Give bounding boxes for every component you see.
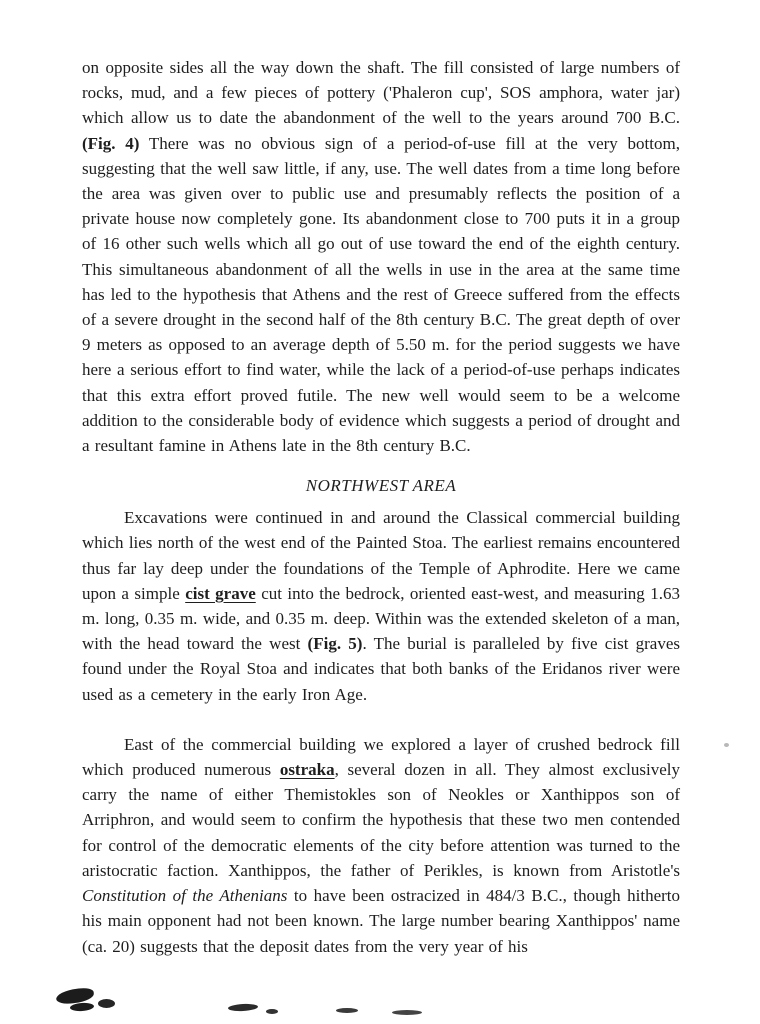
text-run: Excavations were continued in and around the Classical commercial building which lies north of the west end of the Painted Stoa. The earliest remains encountered thus far lay deep under the foundations of the Temple of Aphrodite. Here we came upon a simple bbox=[82, 508, 680, 603]
text-run: , several dozen in all. They almost exclusively carry the name of either Themistokles son of Neokles or Xanthippos son of Arriphron, and would seem to confirm the hypothesis that these two men contended for control of the democratic elements of the city before attention was turned to the aristocratic faction. Xanthippos, the father of Perikles, is known from Aristotle's bbox=[82, 760, 680, 880]
ink-smudge bbox=[266, 1009, 278, 1014]
text-run: Constitution of the Athenians bbox=[82, 886, 288, 906]
text-run: to have been ostracized in 484/3 B.C., though hitherto his main opponent had not been known. The large number bearing Xanthippos' name (ca. 20) suggests that the deposit dates from the very year of his bbox=[82, 886, 680, 956]
text-run: ostraka bbox=[279, 760, 335, 780]
text-run: (Fig. 5) bbox=[307, 634, 363, 654]
text-run: (Fig. 4) bbox=[82, 133, 140, 153]
ink-smudge bbox=[70, 1002, 94, 1012]
paragraph-well-fill bbox=[82, 55, 680, 458]
ink-smudge bbox=[336, 1008, 358, 1013]
ink-smudge bbox=[228, 1003, 258, 1012]
ink-smudge bbox=[98, 999, 115, 1008]
ink-smudge bbox=[392, 1010, 422, 1015]
text-run: East of the commercial building we explored a layer of crushed bedrock fill which produced numerous bbox=[82, 734, 680, 780]
paragraph-cist-grave bbox=[82, 505, 680, 707]
text-run: There was no obvious sign of a period-of-use fill at the very bottom, suggesting that the well saw little, if any, use. The well dates from a time long before the area was given over to public use and presumably reflects the position of a private house now completely gone. Its abandonment close to 700 puts it in a group of 16 other such wells which all go out of use toward the end of the eighth century. This simultaneous abandonment of all the wells in use in the area at the same time has led to the hypothesis that Athens and the rest of Greece suffered from the effects of a severe drought in the second half of the 8th century B.C. The great depth of over 9 meters as opposed to an average depth of 5.50 m. for the period suggests we have here a serious effort to find water, while the lack of a period-of-use perhaps indicates that this extra effort proved futile. The new well would seem to be a welcome addition to the considerable body of evidence which suggests a period of drought and a resultant famine in Athens late in the 8th century B.C. bbox=[82, 133, 680, 456]
text-run: cist grave bbox=[185, 583, 256, 603]
text-run: on opposite sides all the way down the shaft. The fill consisted of large numbers of rocks, mud, and a few pieces of pottery ('Phaleron cup', SOS amphora, water jar) which allow us to date the abandonment of the well to the years around 700 B.C. bbox=[82, 58, 680, 128]
page-body bbox=[82, 55, 680, 959]
text-run: . The burial is paralleled by five cist graves found under the Royal Stoa and indicates that both banks of the Eridanos river were used as a cemetery in the early Iron Age. bbox=[82, 634, 681, 704]
paragraph-ostraka bbox=[82, 732, 680, 959]
section-heading-northwest-area: NORTHWEST AREA bbox=[305, 476, 457, 496]
scan-speck bbox=[724, 743, 729, 747]
text-run: cut into the bedrock, oriented east-west, and measuring 1.63 m. long, 0.35 m. wide, and 0.35 m. deep. Within was the extended skeleton of a man, with the head toward the west bbox=[82, 583, 680, 654]
